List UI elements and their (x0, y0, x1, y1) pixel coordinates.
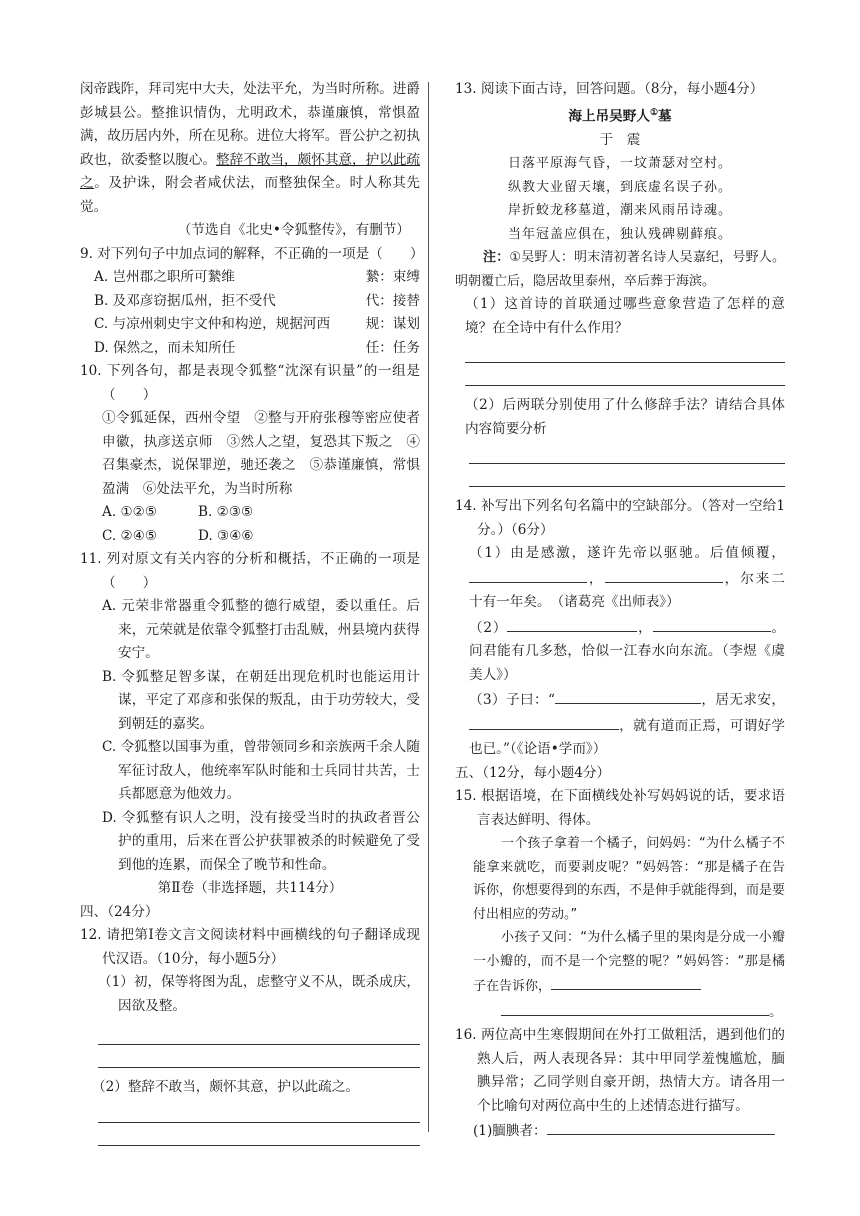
q12-sub1-answer[interactable] (98, 1022, 420, 1068)
q14-text: （3）子曰：“ (469, 692, 555, 709)
q10-body: ①令狐延保，西州令望 ②整与开府张穆等密应使者申徽，执彦送京师 ③然人之望，复恐其下叛之 ④召集豪杰，说保罪逆，驰还袭之 ⑤恭谨廉慎，常惧盈满 ⑥处法平允，为当时所称 (102, 410, 420, 497)
answer-line[interactable] (98, 1022, 420, 1045)
q10-stem: 10. 下列各句，都是表现令狐整“沈深有识量”的一组是（ ） (80, 363, 420, 403)
left-column (80, 78, 424, 1146)
option-gloss: 代：接替 (365, 292, 420, 309)
answer-line[interactable] (98, 1123, 420, 1146)
answer-line[interactable] (465, 363, 785, 386)
q9-option-b[interactable] (80, 290, 420, 314)
answer-line[interactable] (465, 340, 785, 363)
q12-sub2-answer[interactable] (98, 1100, 420, 1146)
q16-sub1 (455, 1118, 785, 1144)
q15-end: 。 (769, 1003, 783, 1020)
poem-title (455, 102, 785, 129)
q13-sub1-answer[interactable] (465, 340, 785, 386)
answer-line[interactable] (98, 1100, 420, 1123)
q14-text: 。问君能有几多愁，恰似一江春水向东流。（李煜《虞美人》） (469, 619, 785, 683)
q14-text: （1）由是感激，遂许先帝以驱驰。后值倾覆， (469, 545, 785, 562)
q14-sub2 (455, 615, 785, 688)
q14-text: （2） (469, 619, 508, 636)
q13-sub2-answer[interactable] (469, 441, 785, 487)
q10-options (80, 501, 420, 548)
q15-text: 小孩子又问：“为什么橘子里的果肉是分成一小瓣一小瓣的，而不是一个完整的呢？”妈妈答：“那是橘子在告诉你， (473, 930, 785, 995)
q15-stem: 15. 根据语境，在下面横线处补写妈妈说的话，要求语言表达鲜明、得体。 (455, 788, 785, 828)
q10-option-a[interactable]: A. ①②⑤ (102, 504, 158, 520)
fill-blank[interactable] (501, 999, 769, 1016)
q13-stem: 13. 阅读下面古诗，回答问题。（8分，每小题4分） (455, 81, 764, 97)
q9-option-c[interactable] (80, 313, 420, 337)
q9-option-a[interactable] (80, 266, 420, 290)
passage-text: 闵帝践阼，拜司宪中大夫，处法平允，为当时所称。进爵彭城县公。整推识情伪，尤明政术，恭谨廉慎，常惧盈满，故历居内外，所在见称。进位大将军。晋公护之初执政也，欲委整以腹心。 (80, 81, 420, 168)
footnote-mark: ① (649, 107, 659, 118)
poem-line: 日落平原海气昏，一坟萧瑟对空村。 (507, 156, 732, 172)
q12-sub2: （2）整辞不敢当，颇怀其意，护以此疏之。 (92, 1079, 359, 1095)
q15-answer (455, 999, 785, 1025)
option-text: C. 与凉州刺史宇文仲和构逆，规据河西 (94, 316, 331, 332)
poem-line: 岸折蛟龙移墓道，潮来风雨吊诗魂。 (507, 203, 732, 219)
fill-blank[interactable] (547, 1118, 775, 1135)
poem-title-end: 墓 (658, 108, 672, 125)
section-5-heading: 五、（12分，每小题4分） (455, 764, 611, 781)
q11-option-d[interactable]: D. 令狐整有识人之明，没有接受当时的执政者晋公护的重用，后来在晋公护获罪被杀的时候避免了受到他的连累，而保全了晚节和性命。 (102, 809, 420, 873)
passage-source: （节选自《北史•令狐整传》，有删节） (177, 222, 410, 238)
poem-author: 于 震 (599, 131, 641, 148)
fill-blank[interactable] (605, 566, 723, 583)
q10-option-c[interactable]: C. ②④⑤ (102, 527, 158, 544)
q10-option-d[interactable]: D. ③④⑥ (198, 527, 254, 544)
section-4-heading: 四、（24分） (80, 903, 159, 920)
note-text: ①吴野人：明末清初著名诗人吴嘉纪，号野人。明朝覆亡后，隐居故里泰州，卒后葬于海滨。 (455, 250, 785, 289)
q9-option-d[interactable] (80, 337, 420, 361)
q12-stem: 12. 请把第Ⅰ卷文言文阅读材料中画横线的句子翻译成现代汉语。（10分，每小题5分） (80, 927, 420, 967)
option-text: A. 岂州郡之职所可縶维 (94, 269, 235, 285)
option-gloss: 縶：束缚 (365, 269, 420, 285)
fill-blank[interactable] (469, 566, 587, 583)
option-gloss: 规：谋划 (365, 316, 420, 332)
q12-sub1: （1）初，保等将图为乱，虑整守义不从，既杀成庆，因欲及整。 (98, 974, 420, 1014)
option-gloss: 任：任务 (365, 339, 420, 356)
poem-title-text: 海上吊吴野人 (568, 108, 650, 125)
q9-stem: 9. 对下列句子中加点词的解释，不正确的一项是（ ） (80, 245, 424, 262)
q14-text: ，就有道而正焉，可谓好学也已。”（《论语•学而》） (469, 717, 785, 758)
q14-text: ， (637, 619, 653, 636)
q11-option-b[interactable]: B. 令狐整足智多谋，在朝廷出现危机时也能运用计谋，平定了邓彦和张保的叛乱，由于功劳较大，受到朝廷的嘉奖。 (102, 668, 420, 732)
q14-text: ，居无求安， (701, 692, 785, 709)
option-text: D. 保然之，而未知所任 (94, 339, 236, 356)
q16-stem: 16. 两位高中生寒假期间在外打工做粗活，遇到他们的熟人后，两人表现各异：其中甲同学羞愧尴尬，腼腆异常；乙同学则自豪开朗，热情大方。请各用一个比喻句对两位高中生的上述情态进行描写。 (455, 1027, 785, 1114)
underlined-sentence: 整辞不敢当，颇怀其意，护以此疏之 (80, 151, 421, 191)
passage (80, 78, 420, 219)
poem-line: 纵教大业留天壤，到底虚名误子孙。 (507, 179, 732, 195)
q15-para2 (455, 926, 785, 999)
q14-stem: 14. 补写出下列名句名篇中的空缺部分。（答对一空给1分。）（6分） (455, 498, 785, 538)
q14-text: ，尔来二十有一年矣。 (469, 570, 786, 611)
option-text: B. 及邓彦窃据瓜州，拒不受代 (94, 292, 276, 309)
q10-option-b[interactable]: B. ②③⑤ (198, 504, 254, 520)
fill-blank[interactable] (469, 713, 619, 730)
q14-sub3 (455, 687, 785, 762)
answer-line[interactable] (469, 441, 785, 464)
answer-line[interactable] (469, 464, 785, 487)
fill-blank[interactable] (551, 973, 701, 990)
q14-text: ， (587, 570, 605, 587)
part-2-heading: 第Ⅱ卷（非选择题，共114分） (157, 880, 343, 896)
poem-line: 当年冠盖应俱在，独认残碑剔藓痕。 (507, 226, 732, 242)
fill-blank[interactable] (653, 615, 771, 632)
q11-stem: 11. 列对原文有关内容的分析和概括，不正确的一项是（ ） (80, 551, 420, 591)
q11-option-c[interactable]: C. 令狐整以国事为重，曾带领同乡和亲族两千余人随军征讨敌人，他统率军队时能和士兵同甘共苦，士兵都愿意为他效力。 (102, 739, 420, 802)
q16-label: (1)腼腆者： (473, 1123, 547, 1140)
fill-blank[interactable] (555, 687, 701, 704)
passage-text-end: 。及护诛，附会者咸伏法，而整独保全。时人称其先觉。 (80, 175, 421, 215)
q14-sub1 (455, 542, 785, 615)
q14-source: （诸葛亮《出师表》） (557, 594, 680, 611)
q11-option-a[interactable]: A. 元荣非常器重令狐整的德行威望，委以重任。后来，元荣就是依靠令狐整打击乱贼，州县境内获得安宁。 (102, 598, 420, 661)
note-label: 注： (483, 250, 510, 266)
right-column (455, 78, 785, 1144)
poem-note (455, 246, 785, 293)
q15-para1: 一个孩子拿着一个橘子，问妈妈：“为什么橘子不能拿来就吃，而要剥皮呢？”妈妈答：“那是橘子在告诉你，你想要得到的东西，不是伸手就能得到，而是要付出相应的劳动。” (473, 836, 786, 922)
fill-blank[interactable] (507, 615, 637, 632)
q13-sub1: （1）这首诗的首联通过哪些意象营造了怎样的意境？在全诗中有什么作用？ (465, 296, 785, 336)
answer-line[interactable] (98, 1045, 420, 1068)
q13-sub2: （2）后两联分别使用了什么修辞手法？请结合具体内容简要分析 (465, 397, 785, 437)
column-divider (428, 82, 429, 1132)
